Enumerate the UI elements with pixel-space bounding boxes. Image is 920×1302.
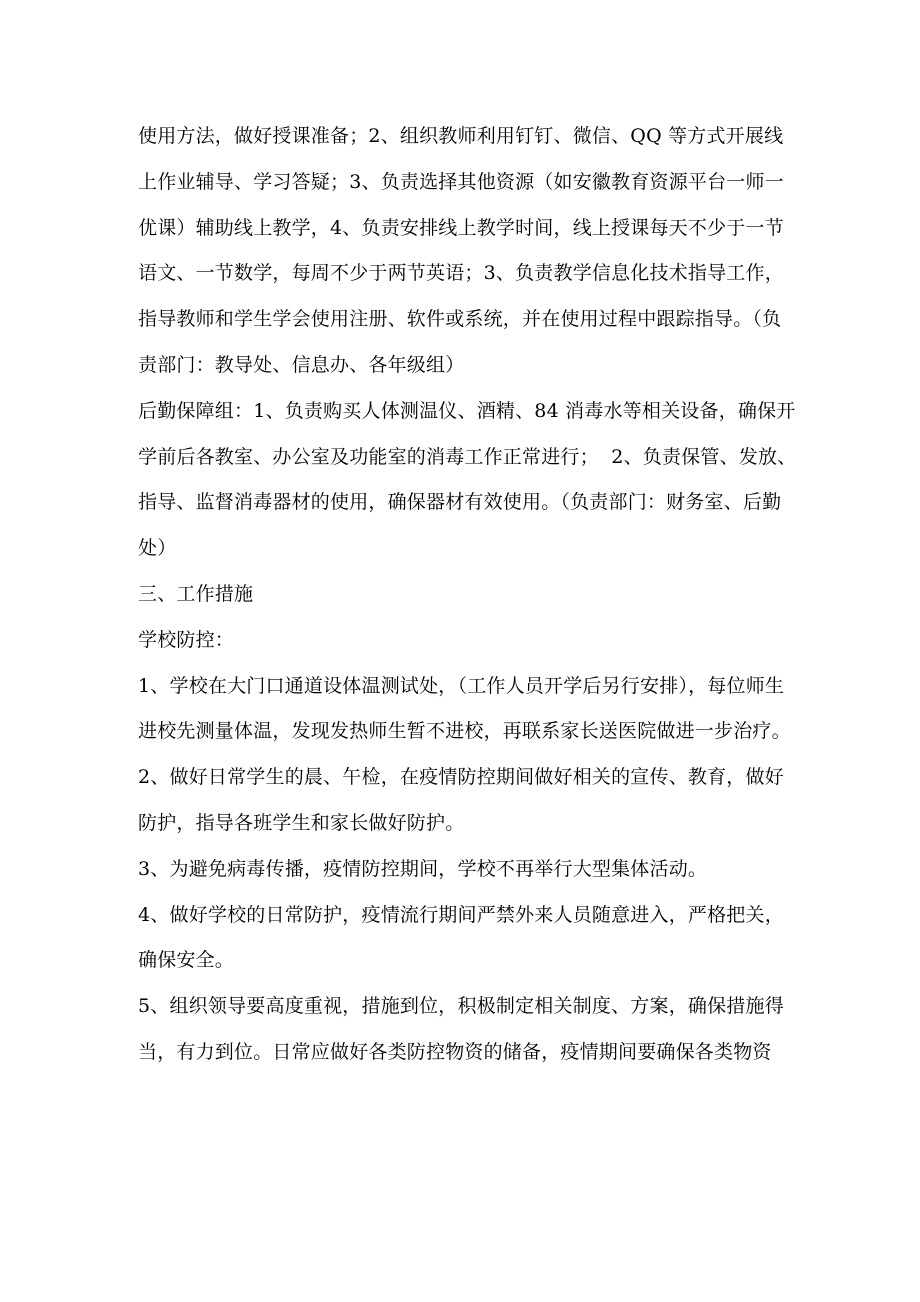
subheading-school-prevention: 学校防控： xyxy=(138,628,235,651)
paragraph-measure-1: 1、学校在大门口通道设体温测试处，（工作人员开学后另行安排），每位师生进校先测量体温，发现发热师生暂不进校，再联系家长送医院做进一步治疗。 xyxy=(138,674,791,743)
document-body xyxy=(138,114,798,1076)
paragraph-teaching-group-continued: 使用方法，做好授课准备；2、组织教师利用钉钉、微信、QQ 等方式开展线上作业辅导、学习答疑；3、负责选择其他资源（如安徽教育资源平台一师一优课）辅助线上教学，4、负责安排线上教学时间，线上授课每天不少于一节语文、一节数学，每周不少于两节英语；3、负责教学信息化技术指导工作，指导教师和学生学会使用注册、软件或系统，并在使用过程中跟踪指导。（负责部门：教导处、信息办、各年级组） xyxy=(138,125,784,376)
paragraph-measure-5: 5、组织领导要高度重视，措施到位，积极制定相关制度、方案，确保措施得当，有力到位。日常应做好各类防控物资的储备，疫情期间要确保各类物资 xyxy=(138,995,784,1063)
paragraph-measure-4: 4、做好学校的日常防护，疫情流行期间严禁外来人员随意进入，严格把关，确保安全。 xyxy=(138,903,784,972)
section-heading-work-measures: 三、工作措施 xyxy=(138,582,254,605)
paragraph-measure-3: 3、为避免病毒传播，疫情防控期间，学校不再举行大型集体活动。 xyxy=(138,857,708,880)
paragraph-measure-2: 2、做好日常学生的晨、午检，在疫情防控期间做好相关的宣传、教育，做好防护，指导各班学生和家长做好防护。 xyxy=(138,766,784,834)
paragraph-logistics-group: 后勤保障组：1、负责购买人体测温仪、酒精、84 消毒水等相关设备，确保开学前后各教室、办公室及功能室的消毒工作正常进行； 2、负责保管、发放、指导、监督消毒器材的使用，确保器材有效使用。（负责部门：财务室、后勤处） xyxy=(138,399,797,560)
